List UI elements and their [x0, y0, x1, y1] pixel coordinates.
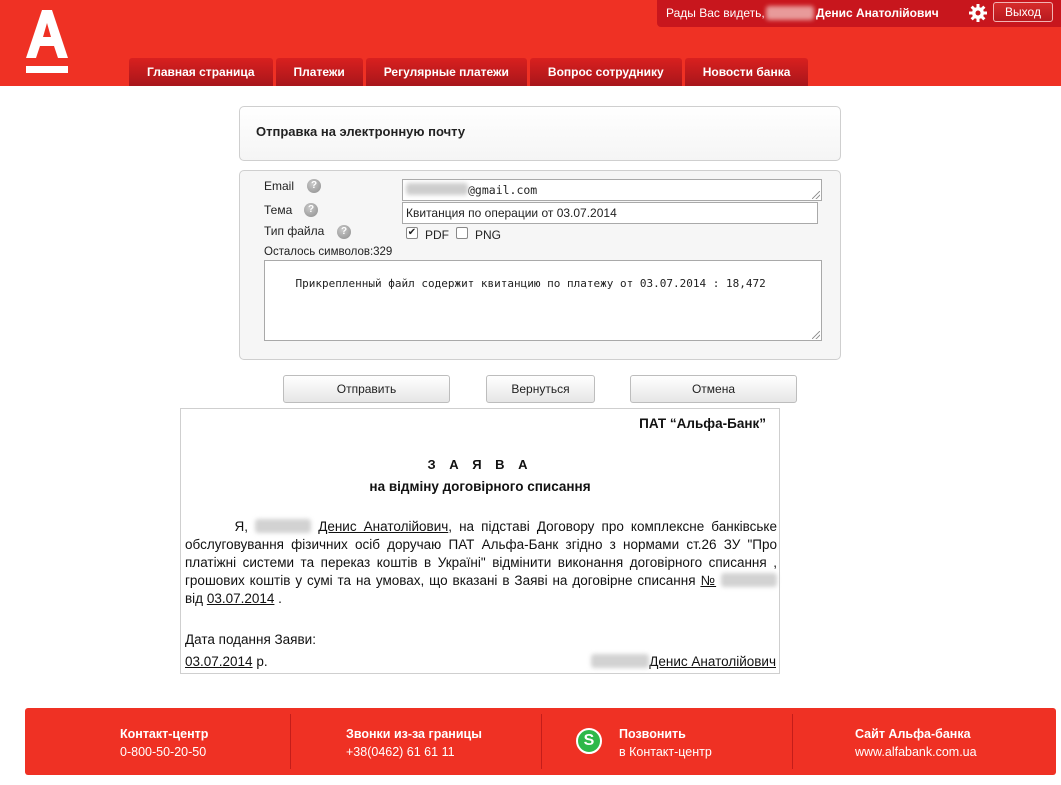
question-icon[interactable]: ?: [304, 203, 318, 217]
footer: [25, 708, 1056, 775]
form-title-panel: [239, 106, 841, 161]
email-form-panel: [239, 170, 841, 360]
cancel-button[interactable]: Отмена: [630, 375, 797, 403]
document-preview: [180, 408, 780, 674]
redacted-number: [721, 573, 777, 587]
png-checkbox[interactable]: [456, 227, 468, 239]
footer-divider: [792, 714, 793, 769]
redacted-surname: [766, 6, 814, 20]
send-button[interactable]: Отправить: [283, 375, 450, 403]
header: [0, 0, 1061, 86]
footer-divider: [290, 714, 291, 769]
footer-abroad-calls: Звонки из-за границы +38(0462) 61 61 11: [346, 727, 482, 759]
back-button[interactable]: Вернуться: [486, 375, 595, 403]
pdf-label: PDF: [425, 228, 449, 242]
bank-name: ПАТ “Альфа-Банк”: [639, 416, 766, 431]
tab-ask-employee[interactable]: Вопрос сотруднику: [530, 58, 682, 86]
gear-icon[interactable]: [968, 3, 988, 23]
signature: Денис Анатолійович: [591, 654, 776, 669]
logout-button[interactable]: Выход: [993, 2, 1053, 22]
tab-regular-payments[interactable]: Регулярные платежи: [366, 58, 527, 86]
submission-date-label: Дата подання Заяви:: [185, 632, 316, 647]
tab-bank-news[interactable]: Новости банка: [685, 58, 809, 86]
subject-label: Тема: [264, 203, 293, 217]
document-subtitle: на відміну договірного списання: [369, 479, 591, 494]
png-label: PNG: [475, 228, 502, 242]
greeting-text: Рады Вас видеть,: [666, 6, 765, 20]
tab-payments[interactable]: Платежи: [276, 58, 363, 86]
document-date: 03.07.2014: [206, 591, 275, 606]
document-title: З А Я В А: [427, 457, 533, 472]
applicant-name: Денис Анатолійович: [318, 519, 449, 534]
tab-home[interactable]: Главная страница: [129, 58, 273, 86]
resize-handle[interactable]: [812, 191, 820, 199]
footer-divider: [541, 714, 542, 769]
main-nav: [129, 58, 808, 86]
subject-field[interactable]: Квитанция по операции от 03.07.2014: [402, 202, 818, 224]
redacted-surname: [255, 519, 311, 533]
redacted-email-user: [406, 183, 468, 195]
user-name: Денис Анатолійович: [816, 6, 939, 20]
skype-icon[interactable]: S: [576, 728, 602, 754]
user-greeting-bar: [657, 0, 1061, 27]
email-label: Email: [264, 179, 295, 193]
message-textarea[interactable]: Прикрепленный файл содержит квитанцию по платежу от 03.07.2014 : 18,472: [264, 260, 822, 341]
page-title: Отправка на электронную почту: [256, 124, 466, 139]
footer-site-link[interactable]: Сайт Альфа-банка www.alfabank.com.ua: [855, 727, 977, 759]
document-body: Я, Денис Анатолійович, на підставі Договору про комплексне банківське обслуговування фізичних осіб доручаю ПАТ Альфа-Банк згідно з нормами ст.26 ЗУ "Про платіжні системи та переказ коштів в Україні" відмінити виконання договірного списання , грошових коштів у сумі та на умовах, що вказані в Заяві на договірне списання № від 03.07.2014 .: [185, 519, 777, 606]
question-icon[interactable]: ?: [307, 179, 321, 193]
alfa-bank-logo[interactable]: [24, 8, 70, 74]
remaining-chars: Осталось символов:329: [264, 246, 393, 258]
question-icon[interactable]: ?: [337, 225, 351, 239]
submission-date: 03.07.2014 р.: [185, 654, 268, 669]
filetype-label: Тип файла: [264, 224, 325, 238]
redacted-surname: [591, 654, 649, 668]
email-field[interactable]: @gmail.com: [402, 179, 822, 201]
footer-call-link[interactable]: Позвонить в Контакт-центр: [619, 727, 712, 759]
pdf-checkbox[interactable]: ✔: [407, 227, 417, 238]
footer-contact-center: Контакт-центр 0-800-50-20-50: [120, 727, 209, 759]
resize-handle[interactable]: [812, 331, 820, 339]
